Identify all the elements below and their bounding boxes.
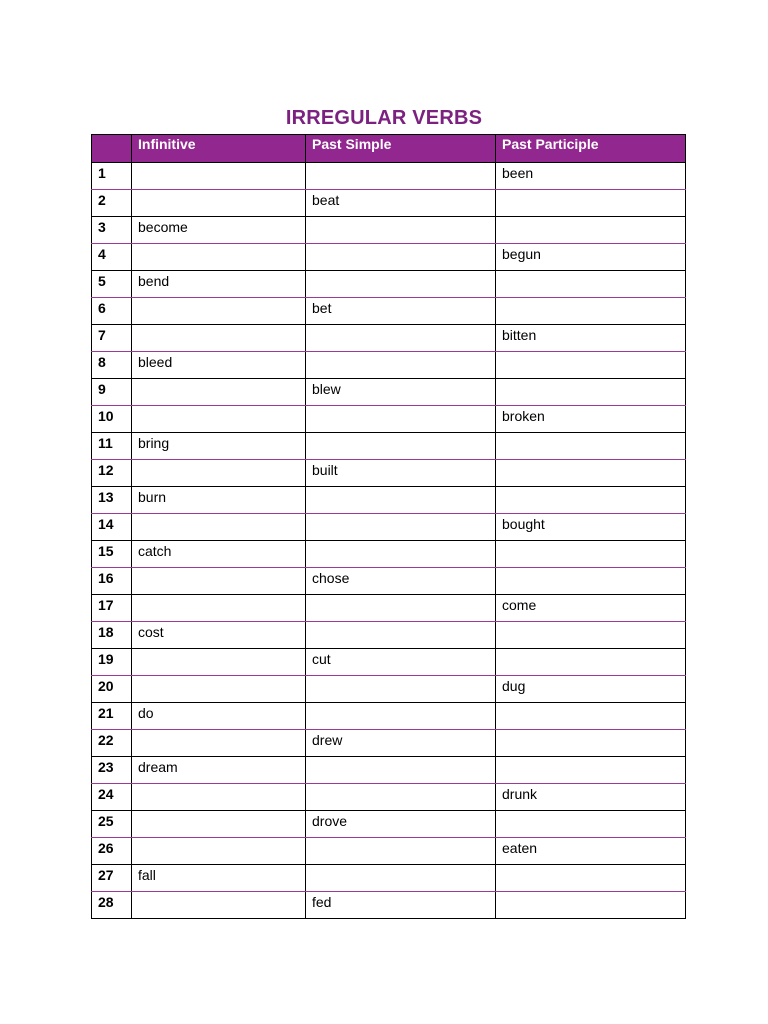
past-participle-cell bbox=[496, 892, 686, 919]
past-simple-cell bbox=[306, 622, 496, 649]
infinitive-cell bbox=[132, 568, 306, 595]
past-participle-cell bbox=[496, 865, 686, 892]
table-row bbox=[92, 865, 686, 892]
past-simple-cell bbox=[306, 541, 496, 568]
table-row bbox=[92, 217, 686, 244]
past-participle-cell bbox=[496, 433, 686, 460]
row-number: 28 bbox=[92, 892, 132, 919]
table-row bbox=[92, 514, 686, 541]
header-number bbox=[92, 135, 132, 163]
row-number: 20 bbox=[92, 676, 132, 703]
row-number: 8 bbox=[92, 352, 132, 379]
table-row bbox=[92, 784, 686, 811]
past-simple-cell bbox=[306, 271, 496, 298]
past-simple-cell bbox=[306, 163, 496, 190]
table-row bbox=[92, 433, 686, 460]
header-row bbox=[92, 135, 686, 163]
table-row bbox=[92, 190, 686, 217]
past-simple-cell: cut bbox=[306, 649, 496, 676]
page-title: IRREGULAR VERBS bbox=[285, 107, 483, 129]
infinitive-cell: bleed bbox=[132, 352, 306, 379]
past-simple-cell bbox=[306, 676, 496, 703]
row-number: 3 bbox=[92, 217, 132, 244]
table-row bbox=[92, 757, 686, 784]
row-number: 24 bbox=[92, 784, 132, 811]
infinitive-cell bbox=[132, 676, 306, 703]
past-simple-cell: drew bbox=[306, 730, 496, 757]
past-participle-cell: broken bbox=[496, 406, 686, 433]
infinitive-cell bbox=[132, 730, 306, 757]
past-simple-cell: fed bbox=[306, 892, 496, 919]
row-number: 10 bbox=[92, 406, 132, 433]
infinitive-cell bbox=[132, 244, 306, 271]
infinitive-cell bbox=[132, 892, 306, 919]
row-number: 1 bbox=[92, 163, 132, 190]
table-row bbox=[92, 595, 686, 622]
table-row bbox=[92, 406, 686, 433]
past-participle-cell bbox=[496, 730, 686, 757]
past-participle-cell: eaten bbox=[496, 838, 686, 865]
past-participle-cell bbox=[496, 379, 686, 406]
past-simple-cell bbox=[306, 325, 496, 352]
infinitive-cell bbox=[132, 784, 306, 811]
past-participle-cell bbox=[496, 460, 686, 487]
infinitive-cell bbox=[132, 595, 306, 622]
table-row bbox=[92, 892, 686, 919]
row-number: 17 bbox=[92, 595, 132, 622]
infinitive-cell: cost bbox=[132, 622, 306, 649]
row-number: 2 bbox=[92, 190, 132, 217]
past-participle-cell: bought bbox=[496, 514, 686, 541]
past-simple-cell bbox=[306, 406, 496, 433]
table-row bbox=[92, 622, 686, 649]
infinitive-cell: become bbox=[132, 217, 306, 244]
infinitive-cell bbox=[132, 190, 306, 217]
table-row bbox=[92, 703, 686, 730]
infinitive-cell bbox=[132, 514, 306, 541]
past-simple-cell bbox=[306, 865, 496, 892]
row-number: 15 bbox=[92, 541, 132, 568]
table-row bbox=[92, 325, 686, 352]
row-number: 6 bbox=[92, 298, 132, 325]
table-row bbox=[92, 271, 686, 298]
past-simple-cell: bet bbox=[306, 298, 496, 325]
row-number: 22 bbox=[92, 730, 132, 757]
table-row bbox=[92, 730, 686, 757]
past-participle-cell bbox=[496, 622, 686, 649]
row-number: 16 bbox=[92, 568, 132, 595]
table-row bbox=[92, 352, 686, 379]
infinitive-cell: bend bbox=[132, 271, 306, 298]
past-participle-cell bbox=[496, 298, 686, 325]
past-participle-cell bbox=[496, 568, 686, 595]
infinitive-cell: catch bbox=[132, 541, 306, 568]
infinitive-cell bbox=[132, 379, 306, 406]
row-number: 23 bbox=[92, 757, 132, 784]
table-row bbox=[92, 163, 686, 190]
past-simple-cell bbox=[306, 217, 496, 244]
infinitive-cell: dream bbox=[132, 757, 306, 784]
infinitive-cell bbox=[132, 406, 306, 433]
past-participle-cell: been bbox=[496, 163, 686, 190]
infinitive-cell bbox=[132, 298, 306, 325]
past-simple-cell bbox=[306, 838, 496, 865]
past-participle-cell bbox=[496, 217, 686, 244]
past-participle-cell: dug bbox=[496, 676, 686, 703]
row-number: 13 bbox=[92, 487, 132, 514]
infinitive-cell bbox=[132, 838, 306, 865]
header-infinitive: Infinitive bbox=[132, 135, 306, 163]
past-simple-cell bbox=[306, 595, 496, 622]
past-simple-cell bbox=[306, 352, 496, 379]
table-row bbox=[92, 541, 686, 568]
past-simple-cell: beat bbox=[306, 190, 496, 217]
row-number: 25 bbox=[92, 811, 132, 838]
row-number: 9 bbox=[92, 379, 132, 406]
infinitive-cell: burn bbox=[132, 487, 306, 514]
past-simple-cell bbox=[306, 703, 496, 730]
infinitive-cell bbox=[132, 460, 306, 487]
infinitive-cell: bring bbox=[132, 433, 306, 460]
past-participle-cell bbox=[496, 271, 686, 298]
row-number: 21 bbox=[92, 703, 132, 730]
past-participle-cell bbox=[496, 352, 686, 379]
past-participle-cell bbox=[496, 190, 686, 217]
table-row bbox=[92, 811, 686, 838]
verbs-table bbox=[91, 134, 686, 919]
row-number: 7 bbox=[92, 325, 132, 352]
infinitive-cell bbox=[132, 649, 306, 676]
row-number: 11 bbox=[92, 433, 132, 460]
past-simple-cell bbox=[306, 757, 496, 784]
row-number: 19 bbox=[92, 649, 132, 676]
table-row bbox=[92, 487, 686, 514]
past-participle-cell: bitten bbox=[496, 325, 686, 352]
table-row bbox=[92, 649, 686, 676]
infinitive-cell: do bbox=[132, 703, 306, 730]
infinitive-cell bbox=[132, 811, 306, 838]
header-past-participle: Past Participle bbox=[496, 135, 686, 163]
table-row bbox=[92, 676, 686, 703]
row-number: 4 bbox=[92, 244, 132, 271]
table-row bbox=[92, 244, 686, 271]
past-simple-cell bbox=[306, 784, 496, 811]
past-participle-cell bbox=[496, 757, 686, 784]
table-row bbox=[92, 298, 686, 325]
past-simple-cell: built bbox=[306, 460, 496, 487]
past-participle-cell bbox=[496, 649, 686, 676]
row-number: 12 bbox=[92, 460, 132, 487]
past-participle-cell: begun bbox=[496, 244, 686, 271]
past-participle-cell bbox=[496, 811, 686, 838]
row-number: 27 bbox=[92, 865, 132, 892]
infinitive-cell bbox=[132, 163, 306, 190]
past-simple-cell: drove bbox=[306, 811, 496, 838]
past-simple-cell bbox=[306, 433, 496, 460]
past-simple-cell bbox=[306, 244, 496, 271]
infinitive-cell bbox=[132, 325, 306, 352]
row-number: 26 bbox=[92, 838, 132, 865]
past-participle-cell bbox=[496, 487, 686, 514]
past-participle-cell bbox=[496, 703, 686, 730]
row-number: 5 bbox=[92, 271, 132, 298]
past-simple-cell bbox=[306, 487, 496, 514]
past-simple-cell: chose bbox=[306, 568, 496, 595]
past-participle-cell: drunk bbox=[496, 784, 686, 811]
table-row bbox=[92, 838, 686, 865]
row-number: 18 bbox=[92, 622, 132, 649]
past-participle-cell bbox=[496, 541, 686, 568]
past-simple-cell: blew bbox=[306, 379, 496, 406]
table-row bbox=[92, 568, 686, 595]
past-participle-cell: come bbox=[496, 595, 686, 622]
table-row bbox=[92, 460, 686, 487]
row-number: 14 bbox=[92, 514, 132, 541]
table-row bbox=[92, 379, 686, 406]
header-past-simple: Past Simple bbox=[306, 135, 496, 163]
past-simple-cell bbox=[306, 514, 496, 541]
infinitive-cell: fall bbox=[132, 865, 306, 892]
